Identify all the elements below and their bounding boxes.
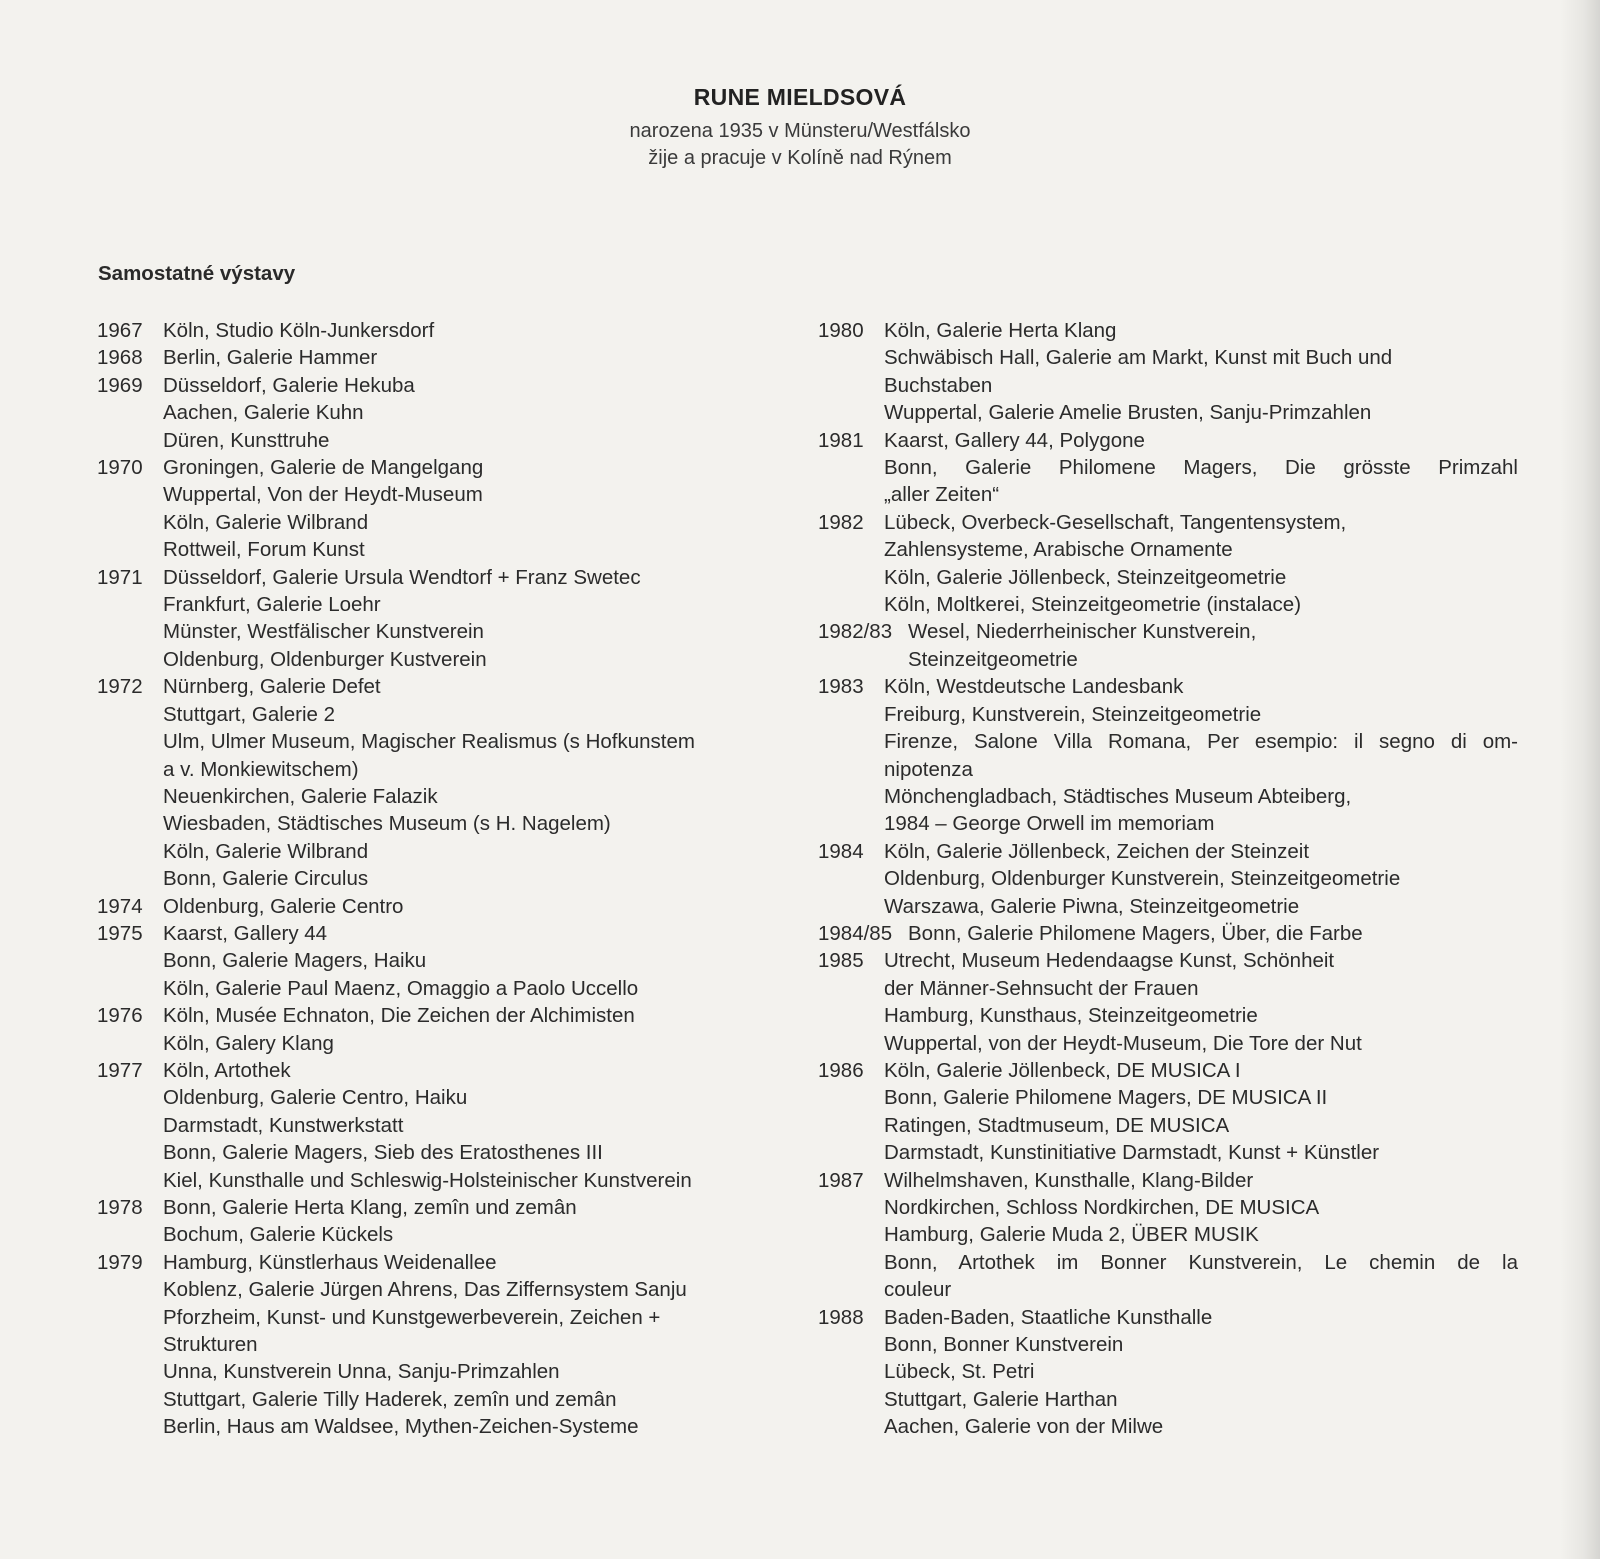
exhibition-venue-line: Darmstadt, Kunstinitiative Darmstadt, Kunst + Künstler — [884, 1141, 1380, 1165]
exhibition-year: 1981 — [818, 428, 864, 452]
exhibition-venues — [163, 344, 797, 371]
exhibition-venue-line: Strukturen — [163, 1333, 258, 1357]
exhibition-year: 1986 — [818, 1058, 864, 1082]
exhibition-venue-line: Hamburg, Galerie Muda 2, ÜBER MUSIK — [884, 1223, 1259, 1247]
exhibition-venue-line: 1984 – George Orwell im memoriam — [884, 812, 1215, 836]
exhibition-venues — [163, 1194, 797, 1249]
exhibition-venue-line: Lübeck, Overbeck-Gesellschaft, Tangentensystem, — [884, 510, 1347, 534]
exhibition-year-entry — [97, 344, 797, 371]
exhibition-venue-line: Koblenz, Galerie Jürgen Ahrens, Das Ziffernsystem Sanju — [163, 1278, 687, 1302]
exhibition-venue-line: Utrecht, Museum Hedendaagse Kunst, Schönheit — [884, 949, 1335, 973]
exhibition-year-entry — [818, 1167, 1518, 1304]
exhibition-venue-line: Düsseldorf, Galerie Hekuba — [163, 373, 415, 397]
residence-info: žije a pracuje v Kolíně nad Rýnem — [648, 147, 952, 169]
exhibition-year: 1985 — [818, 949, 864, 973]
exhibition-year: 1974 — [97, 894, 143, 918]
section-heading-solo-exhibitions: Samostatné výstavy — [98, 262, 296, 285]
exhibition-venue-line: Darmstadt, Kunstwerkstatt — [163, 1113, 404, 1137]
exhibition-venue-line: Kaarst, Gallery 44, Polygone — [884, 428, 1145, 452]
exhibition-venue-line: Baden-Baden, Staatliche Kunsthalle — [884, 1305, 1213, 1329]
exhibition-venues — [884, 317, 1518, 427]
exhibition-venue-line: Köln, Artothek — [163, 1058, 291, 1082]
exhibition-year-entry — [97, 1249, 797, 1441]
exhibition-year: 1977 — [97, 1058, 143, 1082]
exhibition-venue-line: Kaarst, Gallery 44 — [163, 921, 328, 945]
exhibition-venue-line: Nürnberg, Galerie Defet — [163, 675, 381, 699]
exhibition-year-entry — [97, 1057, 797, 1194]
exhibition-year: 1979 — [97, 1250, 143, 1274]
exhibition-venue-line: Bonn, Galerie Magers, Sieb des Eratosthenes III — [163, 1141, 603, 1165]
exhibition-venue-line: Wiesbaden, Städtisches Museum (s H. Nagelem) — [163, 812, 611, 836]
exhibition-venue-line: Freiburg, Kunstverein, Steinzeitgeometrie — [884, 702, 1262, 726]
exhibition-venue-line: Köln, Galerie Wilbrand — [163, 839, 369, 863]
exhibition-venue-line: Hamburg, Kunsthaus, Steinzeitgeometrie — [884, 1004, 1258, 1028]
exhibition-venue-line: Wuppertal, von der Heydt-Museum, Die Tore der Nut — [884, 1031, 1362, 1055]
exhibition-venue-line: Hamburg, Künstlerhaus Weidenallee — [163, 1250, 497, 1274]
exhibition-venue-line: Bonn, Galerie Magers, Haiku — [163, 949, 427, 973]
exhibition-venue-line: Aachen, Galerie von der Milwe — [884, 1415, 1164, 1439]
exhibition-venue-line: Lübeck, St. Petri — [884, 1360, 1035, 1384]
exhibition-year: 1987 — [818, 1168, 864, 1192]
exhibition-venue-line: Pforzheim, Kunst- und Kunstgewerbeverein, Zeichen + — [163, 1305, 661, 1329]
exhibition-venue-line: Schwäbisch Hall, Galerie am Markt, Kunst mit Buch und — [884, 346, 1393, 370]
exhibition-year: 1980 — [818, 319, 864, 342]
exhibition-venue-line: Köln, Moltkerei, Steinzeitgeometrie (instalace) — [884, 593, 1302, 617]
exhibition-venue-line: der Männer-Sehnsucht der Frauen — [884, 976, 1199, 1000]
document-header — [0, 82, 1600, 172]
exhibition-venue-line: Köln, Galerie Paul Maenz, Omaggio a Paolo Uccello — [163, 976, 639, 1000]
exhibition-year-entry — [818, 1057, 1518, 1167]
artist-name-title: RUNE MIELDSOVÁ — [693, 84, 907, 110]
exhibition-year-entry — [97, 893, 797, 920]
exhibition-year: 1983 — [818, 675, 864, 699]
exhibition-venue-line: Köln, Galerie Herta Klang — [884, 319, 1117, 342]
exhibition-venue-line: Berlin, Galerie Hammer — [163, 346, 378, 370]
exhibition-venues — [163, 893, 797, 920]
exhibition-venues — [884, 838, 1518, 920]
exhibition-venues — [884, 1057, 1518, 1167]
exhibition-venue-line: Bonn, Galerie Philomene Magers, DE MUSICA II — [884, 1086, 1328, 1110]
exhibition-venue-line: Düren, Kunsttruhe — [163, 428, 330, 452]
exhibition-year: 1982/83 — [818, 620, 893, 644]
exhibition-venue-line: Bochum, Galerie Kückels — [163, 1223, 394, 1247]
exhibition-venue-line: Oldenburg, Oldenburger Kustverein — [163, 647, 487, 671]
exhibition-venue-line: Bonn, Galerie Philomene Magers, Über, die Farbe — [908, 921, 1363, 945]
exhibition-year: 1982 — [818, 510, 864, 534]
exhibition-venues — [163, 372, 797, 454]
exhibition-venues — [163, 1057, 797, 1194]
exhibition-year-entry — [97, 454, 797, 564]
exhibition-venue-line: Wuppertal, Von der Heydt-Museum — [163, 483, 483, 507]
exhibition-venues — [163, 1249, 797, 1441]
exhibition-year-entry — [818, 317, 1518, 427]
exhibition-venue-line: Oldenburg, Oldenburger Kunstverein, Steinzeitgeometrie — [884, 867, 1401, 891]
exhibition-year-entry — [818, 509, 1518, 619]
exhibition-venues — [884, 673, 1518, 837]
exhibition-year: 1984 — [818, 839, 864, 863]
exhibition-venue-line: Unna, Kunstverein Unna, Sanju-Primzahlen — [163, 1360, 560, 1384]
exhibition-venue-line: Stuttgart, Galerie Tilly Haderek, zemîn und zemân — [163, 1387, 617, 1411]
exhibition-venue-line: Wilhelmshaven, Kunsthalle, Klang-Bilder — [884, 1168, 1254, 1192]
exhibition-year: 1969 — [97, 373, 143, 397]
exhibition-venue-line: Ulm, Ulmer Museum, Magischer Realismus (s Hofkunstem — [163, 730, 695, 754]
exhibition-venue-line: Warszawa, Galerie Piwna, Steinzeitgeometrie — [884, 894, 1300, 918]
exhibition-year: 1972 — [97, 675, 143, 699]
exhibition-venue-line: Neuenkirchen, Galerie Falazik — [163, 784, 438, 808]
exhibition-year-entry — [818, 838, 1518, 920]
exhibition-venue-line: Bonn, Artothek im Bonner Kunstverein, Le chemin de la — [884, 1250, 1518, 1274]
exhibition-venue-line: Aachen, Galerie Kuhn — [163, 401, 364, 425]
exhibitions-left-column — [97, 317, 797, 1441]
exhibition-venue-line: Ratingen, Stadtmuseum, DE MUSICA — [884, 1113, 1230, 1137]
exhibition-venue-line: Köln, Musée Echnaton, Die Zeichen der Alchimisten — [163, 1004, 635, 1028]
exhibition-year-entry — [97, 1194, 797, 1249]
exhibition-year: 1967 — [97, 319, 143, 342]
exhibition-venue-line: Kiel, Kunsthalle und Schleswig-Holsteinischer Kunstverein — [163, 1168, 692, 1192]
exhibition-venue-line: Berlin, Haus am Waldsee, Mythen-Zeichen-Systeme — [163, 1415, 639, 1439]
exhibition-venue-line: Nordkirchen, Schloss Nordkirchen, DE MUSICA — [884, 1196, 1320, 1219]
exhibition-venue-line: Bonn, Galerie Circulus — [163, 867, 369, 891]
exhibition-venues — [163, 317, 797, 344]
exhibition-year: 1984/85 — [818, 921, 893, 945]
exhibition-year: 1978 — [97, 1196, 143, 1219]
exhibition-venue-line: Köln, Studio Köln-Junkersdorf — [163, 319, 435, 342]
exhibition-venue-line: Bonn, Galerie Herta Klang, zemîn und zemân — [163, 1196, 577, 1219]
exhibition-year-entry — [818, 673, 1518, 837]
exhibition-venue-line: Stuttgart, Galerie 2 — [163, 702, 336, 726]
exhibition-venue-line: Oldenburg, Galerie Centro, Haiku — [163, 1086, 468, 1110]
exhibition-venue-line: Zahlensysteme, Arabische Ornamente — [884, 538, 1233, 562]
exhibition-venue-line: Oldenburg, Galerie Centro — [163, 894, 404, 918]
exhibition-year-entry — [818, 427, 1518, 509]
birth-info: narozena 1935 v Münsteru/Westfálsko — [629, 120, 971, 142]
exhibition-venue-line: Köln, Galerie Jöllenbeck, DE MUSICA I — [884, 1058, 1241, 1082]
exhibition-year-entry — [97, 372, 797, 454]
exhibition-venue-line: Köln, Galerie Wilbrand — [163, 510, 369, 534]
exhibition-year: 1968 — [97, 346, 143, 370]
exhibition-year: 1976 — [97, 1004, 143, 1028]
exhibition-venues — [163, 564, 797, 674]
exhibition-venue-line: Münster, Westfälischer Kunstverein — [163, 620, 484, 644]
exhibition-year-entry — [818, 947, 1518, 1057]
exhibition-venues — [163, 1002, 797, 1057]
exhibition-venues — [163, 673, 797, 892]
exhibition-year-entry — [818, 618, 1518, 673]
exhibition-venue-line: Düsseldorf, Galerie Ursula Wendtorf + Franz Swetec — [163, 565, 641, 589]
exhibition-venue-line: Köln, Galery Klang — [163, 1031, 334, 1055]
exhibition-venue-line: Frankfurt, Galerie Loehr — [163, 593, 381, 617]
exhibition-venue-line: „aller Zeiten“ — [884, 483, 1000, 507]
exhibition-venue-line: nipotenza — [884, 757, 973, 781]
exhibition-venue-line: Bonn, Galerie Philomene Magers, Die grösste Primzahl — [884, 456, 1518, 480]
exhibition-venues — [884, 1304, 1518, 1441]
exhibition-venues — [884, 1167, 1518, 1304]
exhibition-venue-line: couleur — [884, 1278, 952, 1302]
exhibition-year-entry — [97, 1002, 797, 1057]
exhibition-venue-line: Wesel, Niederrheinischer Kunstverein, — [908, 620, 1257, 644]
exhibition-venues — [163, 920, 797, 1002]
exhibition-venue-line: Bonn, Bonner Kunstverein — [884, 1333, 1124, 1357]
exhibition-year: 1971 — [97, 565, 143, 589]
exhibition-year-entry — [97, 564, 797, 674]
exhibition-year: 1988 — [818, 1305, 864, 1329]
exhibition-venue-line: Wuppertal, Galerie Amelie Brusten, Sanju-Primzahlen — [884, 401, 1372, 425]
exhibition-venue-line: Köln, Westdeutsche Landesbank — [884, 675, 1184, 699]
exhibition-year-entry — [818, 920, 1518, 947]
exhibition-venue-line: Köln, Galerie Jöllenbeck, Steinzeitgeometrie — [884, 565, 1287, 589]
exhibition-venue-line: Steinzeitgeometrie — [908, 647, 1078, 671]
exhibition-venues — [884, 947, 1518, 1057]
exhibition-venues — [163, 454, 797, 564]
exhibition-venues — [884, 509, 1518, 619]
exhibition-venues — [884, 427, 1518, 509]
exhibition-venue-line: Buchstaben — [884, 373, 993, 397]
exhibition-venue-line: Stuttgart, Galerie Harthan — [884, 1387, 1118, 1411]
exhibition-year: 1975 — [97, 921, 143, 945]
exhibition-venues — [908, 618, 1518, 673]
exhibition-year-entry — [97, 920, 797, 1002]
exhibition-year-entry — [97, 317, 797, 344]
exhibition-venue-line: Köln, Galerie Jöllenbeck, Zeichen der Steinzeit — [884, 839, 1310, 863]
exhibition-venue-line: Rottweil, Forum Kunst — [163, 538, 365, 562]
exhibition-year-entry — [97, 673, 797, 892]
exhibition-venues — [908, 920, 1518, 947]
exhibition-venue-line: a v. Monkiewitschem) — [163, 757, 359, 781]
exhibition-year-entry — [818, 1304, 1518, 1441]
page-edge-shadow — [1560, 0, 1600, 1559]
exhibitions-right-column — [818, 317, 1518, 1441]
exhibition-year: 1970 — [97, 456, 143, 480]
exhibition-venue-line: Groningen, Galerie de Mangelgang — [163, 456, 484, 480]
exhibition-venue-line: Firenze, Salone Villa Romana, Per esempio: il segno di om- — [884, 730, 1518, 754]
exhibition-venue-line: Mönchengladbach, Städtisches Museum Abteiberg, — [884, 784, 1352, 808]
